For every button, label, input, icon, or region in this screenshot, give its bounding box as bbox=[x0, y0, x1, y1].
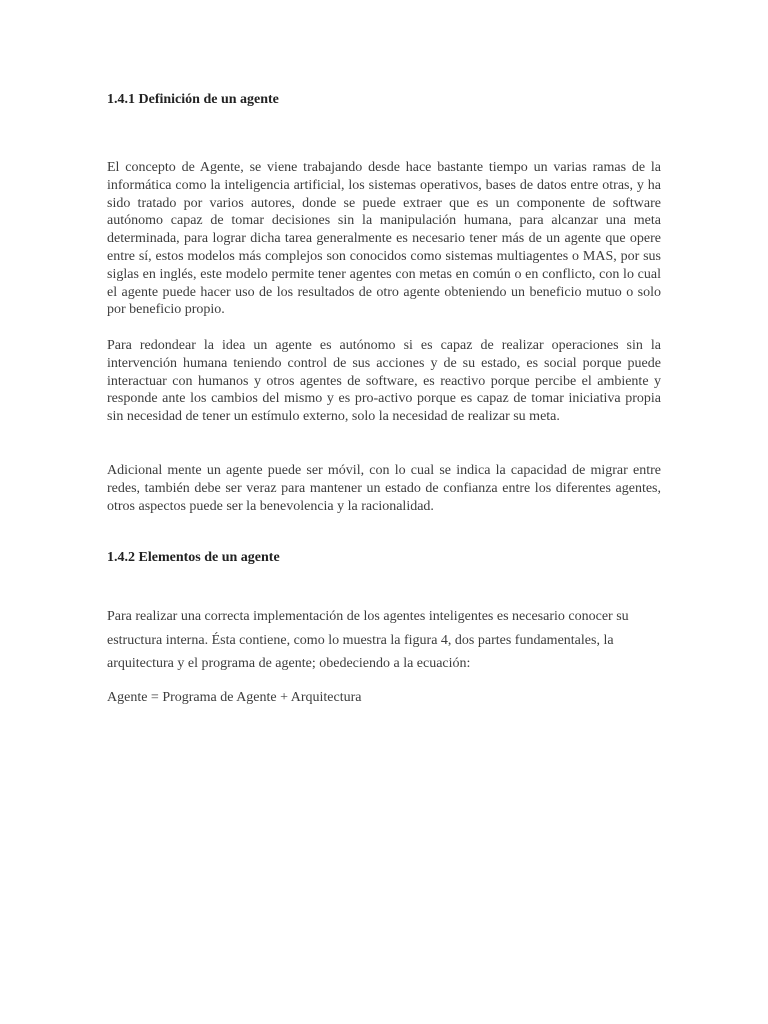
paragraph-adicional-movil: Adicional mente un agente puede ser móvil, con lo cual se indica la capacidad de migrar entre redes, también debe ser veraz para mantener un estado de confianza entre los diferentes agentes, otros aspectos puede ser la benevolencia y la racionalidad. bbox=[107, 463, 661, 514]
paragraph-concepto-agente: El concepto de Agente, se viene trabajando desde hace bastante tiempo un varias ramas de la informática como la inteligencia artificial, los sistemas operativos, bases de datos entre otras, y ha sido tratado por varios autores, donde se puede extraer que es un componente de software autónomo capaz de tomar decisiones sin la manipulación humana, para alcanzar una meta determinada, para lograr dicha tarea generalmente es necesario tener más de un agente que opere entre sí, estos modelos más complejos son conocidos como sistemas multiagentes o MAS, por sus siglas en inglés, este modelo permite tener agentes con metas en común o en conflicto, con lo cual el agente puede hacer uso de los resultados de otro agente obteniendo un beneficio mutuo o solo por beneficio propio. bbox=[107, 160, 661, 318]
equation-agente: Agente = Programa de Agente + Arquitectura bbox=[107, 690, 362, 705]
section-heading-elementos: 1.4.2 Elementos de un agente bbox=[107, 550, 280, 565]
paragraph-redondear-idea: Para redondear la idea un agente es autónomo si es capaz de realizar operaciones sin la intervención humana teniendo control de sus acciones y de su estado, es social porque puede interactuar con humanos y otros agentes de software, es reactivo porque percibe el ambiente y responde ante los cambios del mismo y es pro-activo porque es capaz de tomar iniciativa propia sin necesidad de tener un estímulo externo, solo la necesidad de realizar su meta. bbox=[107, 338, 661, 425]
section-heading-definicion: 1.4.1 Definición de un agente bbox=[107, 92, 279, 107]
paragraph-implementacion: Para realizar una correcta implementación de los agentes inteligentes es necesario conocer su estructura interna. Ésta contiene, como lo muestra la figura 4, dos partes fundamentales, la arquitectura y el programa de agente; obedeciendo a la ecuación: bbox=[107, 609, 629, 671]
